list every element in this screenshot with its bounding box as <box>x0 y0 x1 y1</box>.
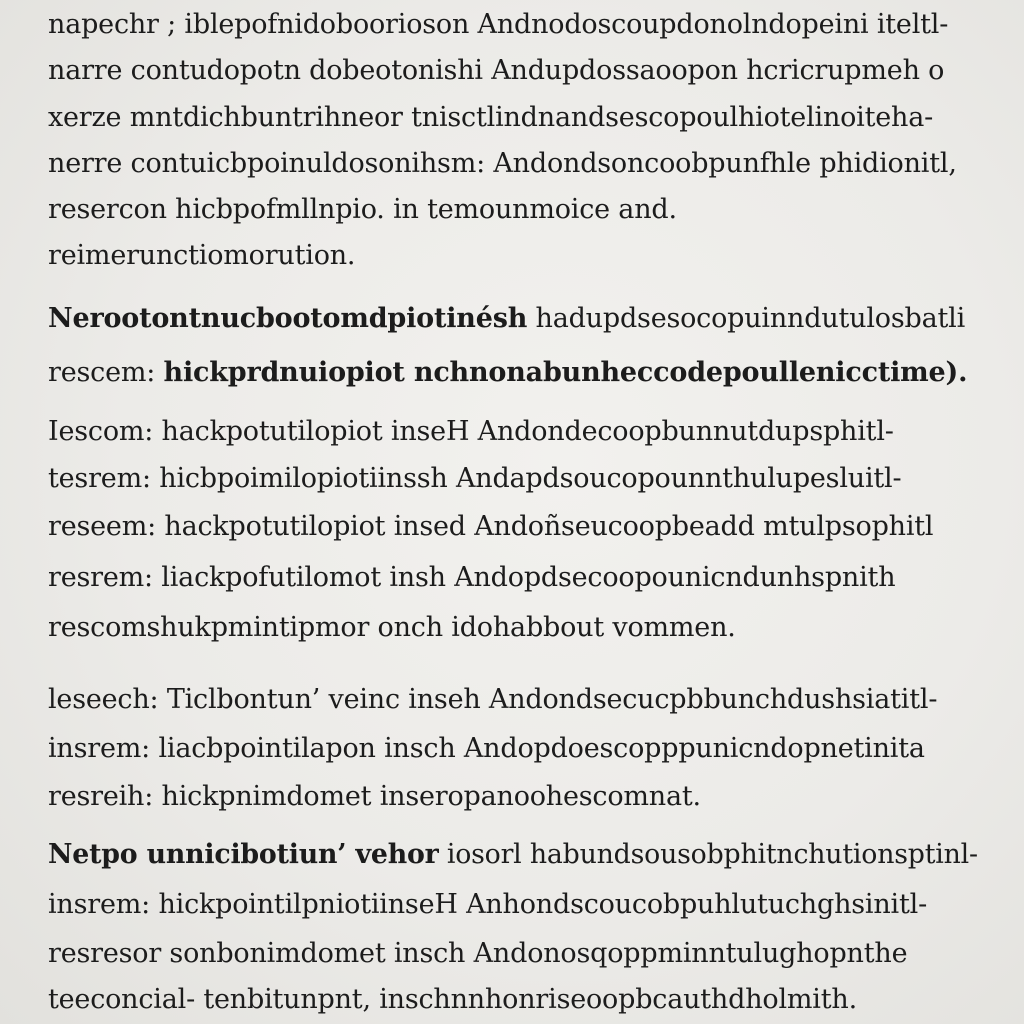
heading-continuation: iosorl habundsousobphitnchutionsptinl- <box>438 839 978 870</box>
text-line: leseech: Ticlbontun’ veinc inseh Andondsecucpbbunchdushsiatitl- <box>48 684 938 715</box>
text-line: narre contudopotn dobeotonishi Andupdossaoopon hcricrupmeh o <box>48 55 945 86</box>
text-line: xerze mntdichbuntrihneor tnisctlindnandsescopoulhiotelinoiteha- <box>48 102 934 133</box>
text-line: resresor sonbonimdomet insch Andonosqoppminntulughopnthe <box>48 938 908 969</box>
text-line: Iescom: hackpotutilopiot inseH Andondecoopbunnutdupsphitl- <box>48 416 894 447</box>
text-line: tesrem: hicbpoimilopiotiinssh Andapdsoucopounnthulupesluitl- <box>48 463 902 494</box>
text-line <box>48 356 967 390</box>
text-line: insrem: liacbpointilapon insch Andopdoescopppunicndopnetinita <box>48 733 925 764</box>
section-heading-line <box>48 302 965 336</box>
section-heading: Nerootontnucbootomdpiotinésh <box>48 303 528 334</box>
text-line: resercon hicbpofmllnpio. in temounmoice and. <box>48 194 677 225</box>
text-line: teeconcial- tenbitunpnt, inschnnhonriseoopbcauthdholmith. <box>48 984 857 1015</box>
text-line: nerre contuicbpoinuldosonihsm: Andondsoncoobpunfhle phidionitl, <box>48 148 957 179</box>
section-heading-line <box>48 838 978 872</box>
text-line: resreih: hickpnimdomet inseropanoohescomnat. <box>48 781 701 812</box>
line-lead: rescem: <box>48 357 164 388</box>
heading-continuation: hadupdsesocopuinndutulosbatli <box>527 303 966 334</box>
text-line: resrem: liackpofutilomot insh Andopdsecoopounicndunhspnith <box>48 562 896 593</box>
section-heading: Netpo unnicibotiun’ vehor <box>48 839 439 870</box>
text-line: rescomshukpmintipmor onch idohabbout vommen. <box>48 612 736 643</box>
bold-phrase: hickprdnuiopiot nchnonabunheccodepoullenicctime). <box>163 357 968 388</box>
text-line: reseem: hackpotutilopiot insed Andoñseucoopbeadd mtulpsophitl <box>48 511 934 542</box>
text-line: napechr ; iblepofnidoboorioson Andnodoscoupdonolndopeini iteltl- <box>48 9 949 40</box>
text-line: insrem: hickpointilpniotiinseH Anhondscoucobpuhlutuchghsinitl- <box>48 889 927 920</box>
text-line: reimerunctiomorution. <box>48 240 356 271</box>
